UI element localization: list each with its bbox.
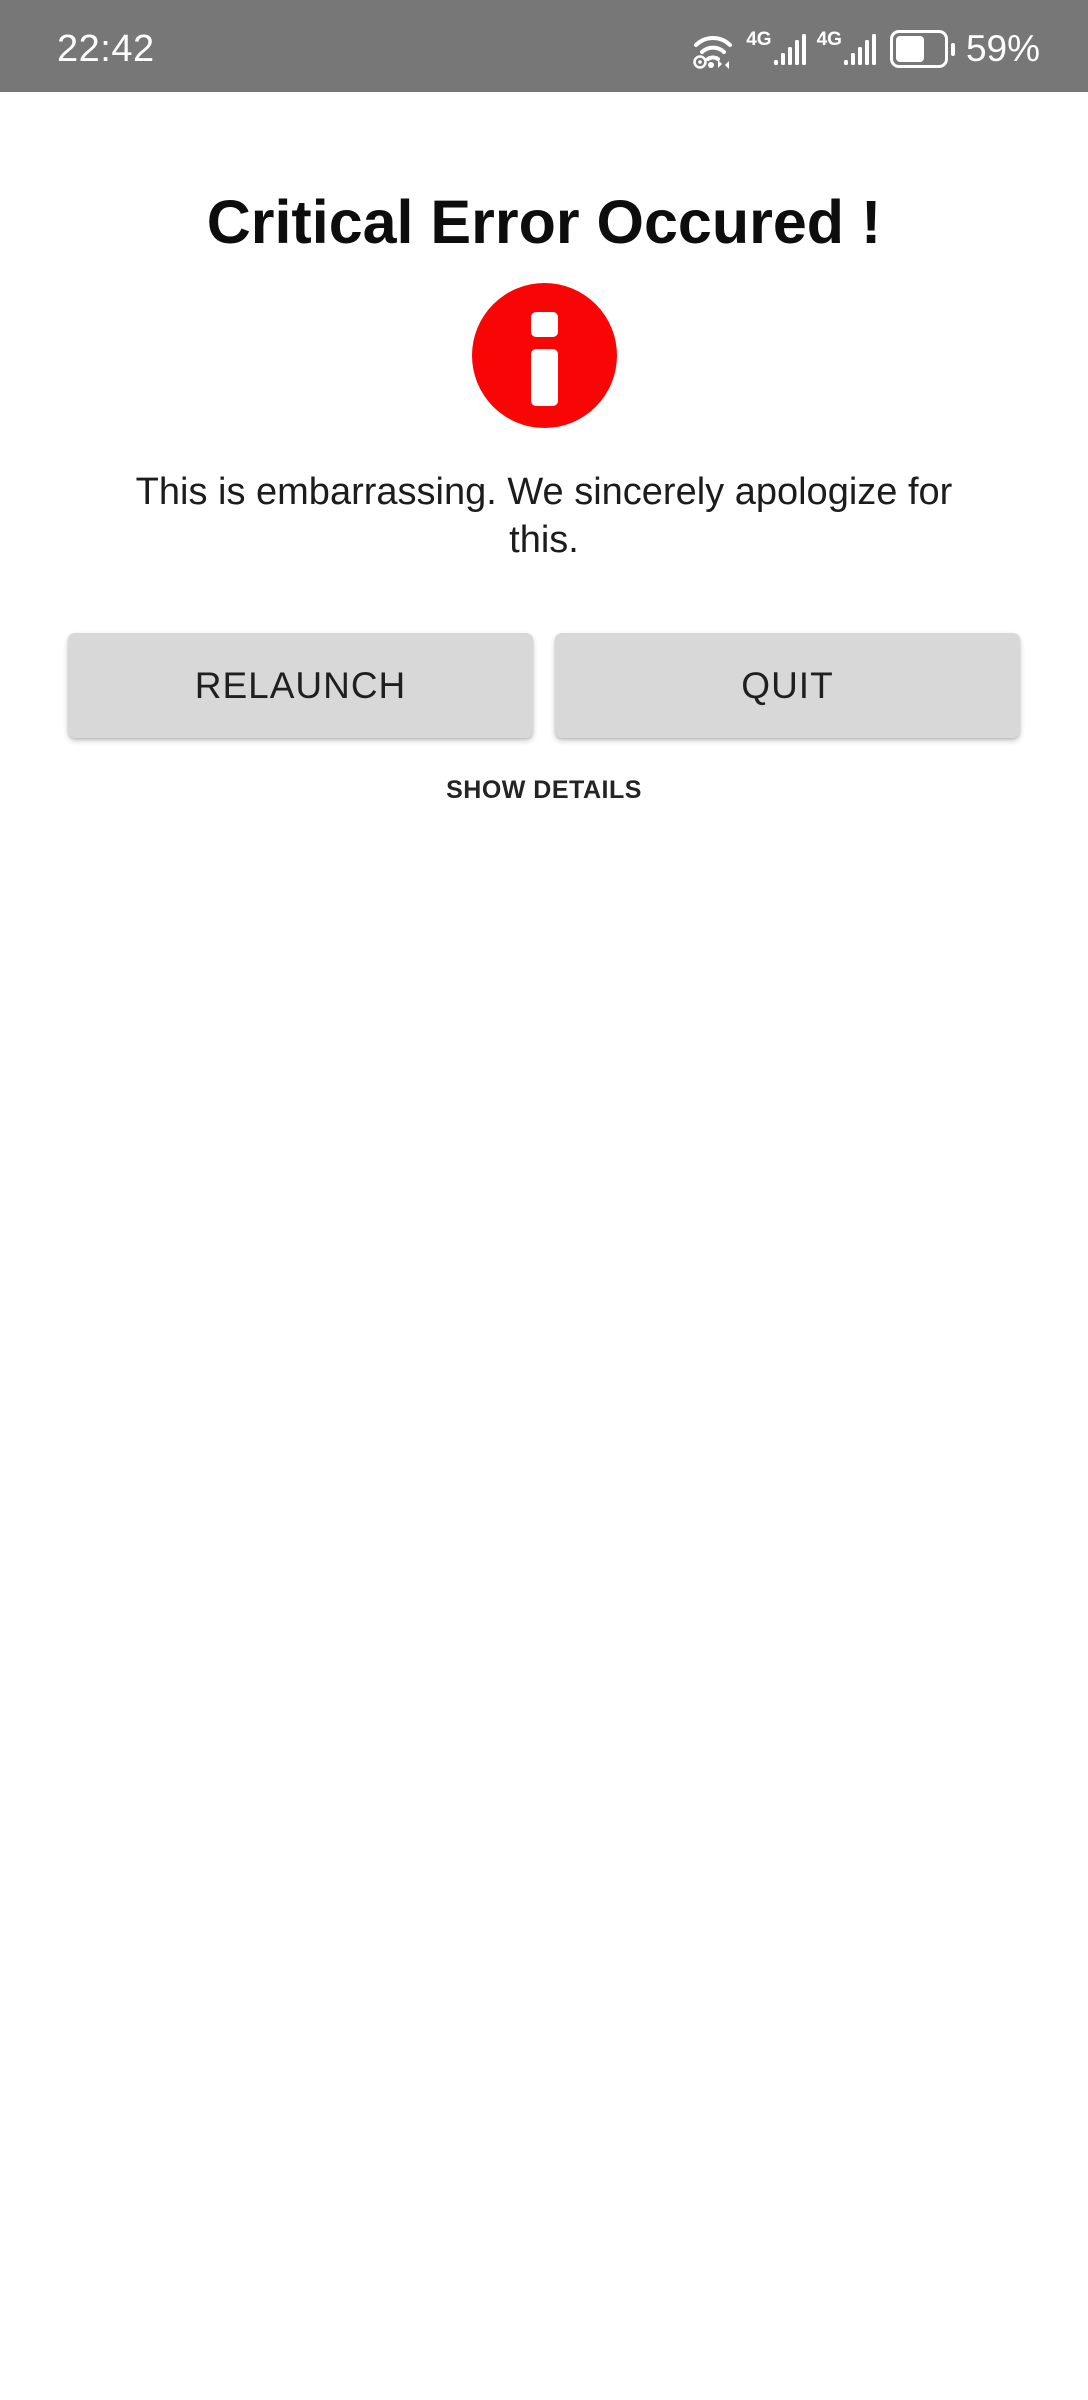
- signal-4g-icon-2: [816, 29, 876, 65]
- battery-percent: 59%: [965, 28, 1040, 69]
- error-message-line: this.: [509, 519, 579, 561]
- error-message: [84, 468, 1004, 564]
- battery-icon: [890, 30, 955, 68]
- status-icons: [691, 28, 1040, 70]
- network-type-label: 4G: [816, 29, 842, 50]
- signal-4g-icon-1: [746, 29, 805, 65]
- error-dialog: [0, 186, 1088, 805]
- error-message-line: This is embarrassing. We sincerely apologize for: [135, 471, 953, 513]
- status-time: 22:42: [57, 27, 155, 70]
- info-icon: [472, 283, 617, 428]
- signal-bars-icon: [844, 34, 876, 65]
- wifi-hotspot-icon: [691, 28, 735, 70]
- show-details-link[interactable]: SHOW DETAILS: [446, 776, 642, 804]
- signal-bars-icon: [774, 34, 806, 65]
- status-bar: [0, 0, 1088, 92]
- network-type-label: 4G: [746, 29, 772, 50]
- dialog-button-row: [68, 633, 1020, 738]
- error-title: Critical Error Occured !: [206, 188, 882, 256]
- quit-button[interactable]: QUIT: [555, 633, 1020, 738]
- relaunch-button[interactable]: RELAUNCH: [68, 633, 533, 738]
